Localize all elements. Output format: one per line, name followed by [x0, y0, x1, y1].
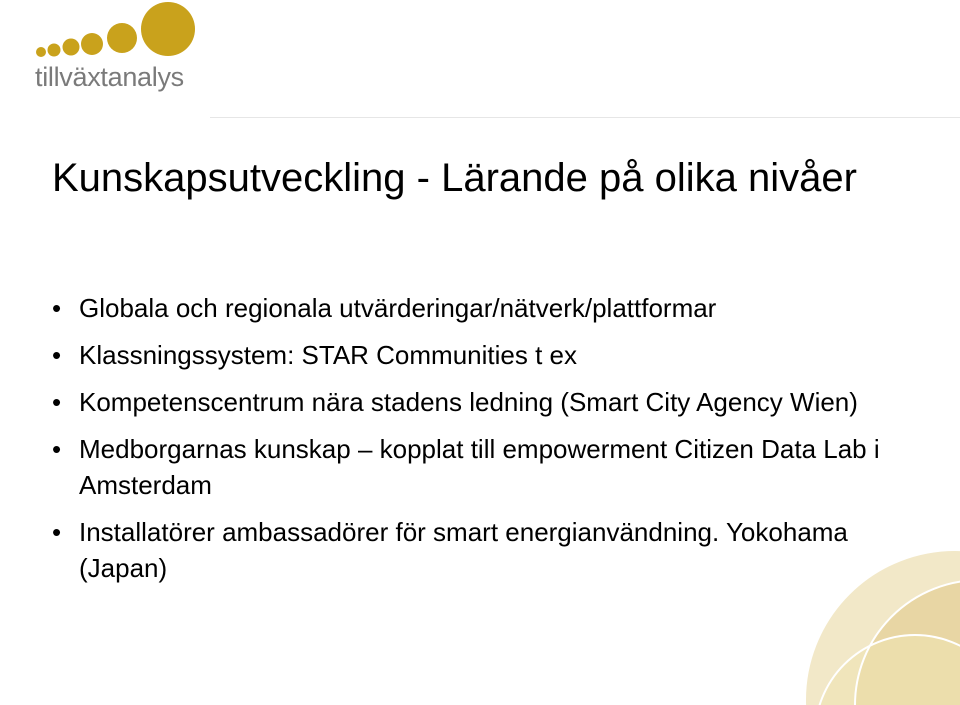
bullet-text: Globala och regionala utvärderingar/nätverk/plattformar	[79, 293, 717, 323]
bullet-text: Klassningssystem: STAR Communities t ex	[79, 340, 577, 370]
bullet-item	[52, 337, 882, 373]
bullet-item	[52, 290, 882, 326]
bullet-icon: •	[52, 517, 62, 547]
logo-text: tillväxtanalys	[35, 62, 184, 92]
bullet-icon: •	[52, 434, 62, 464]
bullet-text: Medborgarnas kunskap – kopplat till empowerment Citizen Data Lab i Amsterdam	[79, 434, 880, 500]
bullet-icon: •	[52, 293, 62, 323]
header-divider	[210, 117, 960, 118]
bullet-item	[52, 431, 882, 503]
logo-dots-icon	[30, 0, 220, 62]
bullet-item	[52, 384, 882, 420]
company-logo	[30, 0, 220, 100]
bullet-icon: •	[52, 340, 62, 370]
slide-title: Kunskapsutveckling - Lärande på olika nivåer	[52, 156, 857, 200]
decorative-circles-icon	[740, 515, 960, 705]
bullet-text: Installatörer ambassadörer för smart energianvändning. Yokohama (Japan)	[79, 517, 848, 583]
bullet-icon: •	[52, 387, 62, 417]
bullet-text: Kompetenscentrum nära stadens ledning (Smart City Agency Wien)	[79, 387, 858, 417]
